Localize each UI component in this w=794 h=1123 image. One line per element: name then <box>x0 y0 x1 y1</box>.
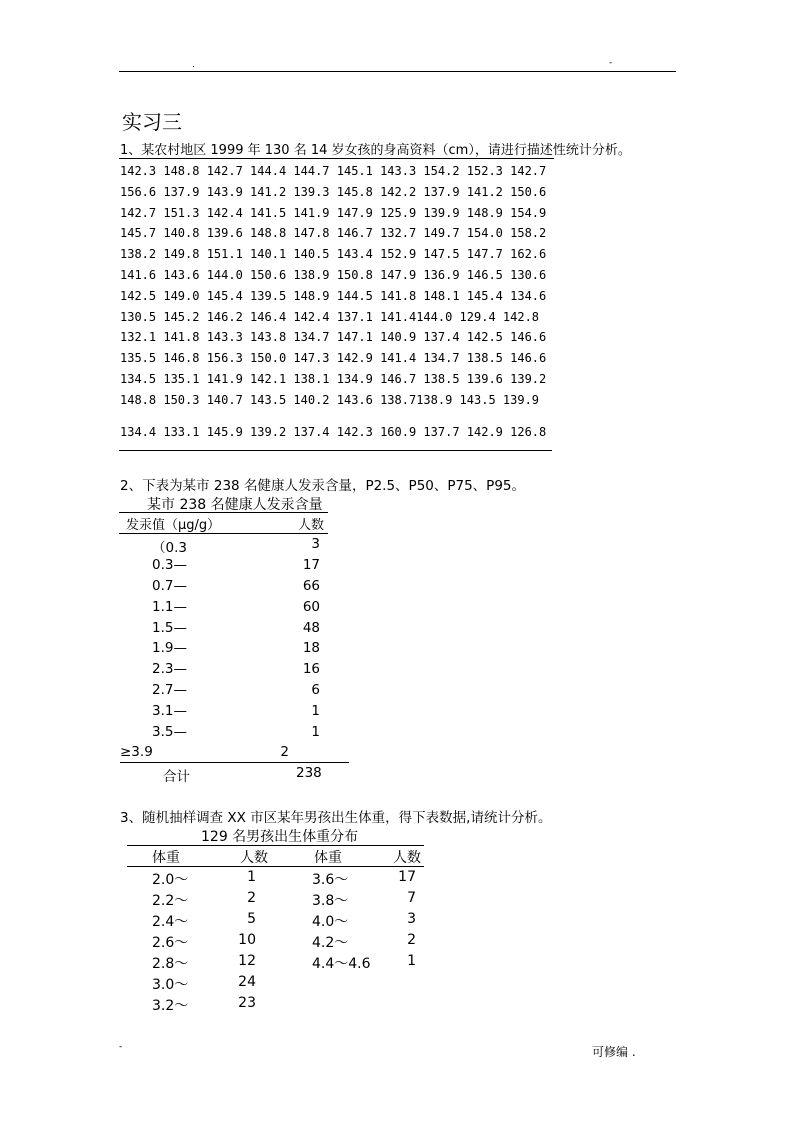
q3-cell-count: 10 <box>238 932 256 948</box>
q2-cell-count: 66 <box>302 578 320 594</box>
q2-cell-count: 6 <box>311 682 320 698</box>
q1-row: 142.3 148.8 142.7 144.4 144.7 145.1 143.3 154.2 152.3 142.7 <box>120 164 547 178</box>
q3-cell-weight: 3.2～ <box>152 998 189 1014</box>
q3-cell-weight: 2.0～ <box>152 872 189 888</box>
q3-cell-weight: 4.0～ <box>312 914 349 930</box>
q3-table-caption: 129 名男孩出生体重分布 <box>201 829 359 845</box>
q3-cell-count: 2 <box>247 890 256 906</box>
header-mark-left: . <box>192 60 195 70</box>
q3-header-weight: 体重 <box>152 850 180 866</box>
q1-prompt: 1、某农村地区 1999 年 130 名 14 岁女孩的身高资料（cm），请进行描述性统计分析。 <box>120 143 631 158</box>
q3-cell-weight: 3.6～ <box>312 872 349 888</box>
q1-row: 145.7 140.8 139.6 148.8 147.8 146.7 132.7 149.7 154.0 158.2 <box>120 226 547 240</box>
footer-mark: - <box>119 1042 123 1052</box>
q3-header-count: 人数 <box>393 850 421 866</box>
q2-cell-value: 3.5— <box>152 724 187 740</box>
q3-prompt: 3、随机抽样调查 XX 市区某年男孩出生体重，得下表数据,请统计分析。 <box>120 810 552 826</box>
q3-header-rule <box>127 866 424 867</box>
q1-table-bottom-rule <box>119 450 552 451</box>
q1-row: 132.1 141.8 143.3 143.8 134.7 147.1 140.9 137.4 142.5 146.6 <box>120 330 547 344</box>
q2-cell-count: 16 <box>302 661 320 677</box>
q2-cell-count: 17 <box>302 557 320 573</box>
q3-cell-count: 1 <box>247 869 256 885</box>
q2-total-value: 238 <box>296 765 322 781</box>
q3-header-count: 人数 <box>240 850 268 866</box>
q1-table-top-rule <box>119 158 554 159</box>
q3-table-top-rule <box>127 845 424 846</box>
q3-cell-weight: 3.0～ <box>152 977 189 993</box>
q3-cell-count: 12 <box>238 953 256 969</box>
q2-cell-count: 1 <box>311 724 320 740</box>
q2-header-count: 人数 <box>298 518 325 533</box>
q3-cell-count: 5 <box>247 911 256 927</box>
q1-row: 142.7 151.3 142.4 141.5 141.9 147.9 125.9 139.9 148.9 154.9 <box>120 206 547 220</box>
q2-cell-value: 0.7— <box>152 578 187 594</box>
q2-header-rule <box>119 533 328 534</box>
q2-cell-value: 0.3— <box>152 557 187 573</box>
q2-cell-count: 1 <box>311 703 320 719</box>
q1-row: 134.4 133.1 145.9 139.2 137.4 142.3 160.9 137.7 142.9 126.8 <box>120 425 547 439</box>
footer-editable-note: 可修编 . <box>592 1045 636 1059</box>
q2-prompt: 2、下表为某市 238 名健康人发汞含量，P2.5、P50、P75、P95。 <box>120 478 526 494</box>
q1-row: 138.2 149.8 151.1 140.1 140.5 143.4 152.9 147.5 147.7 162.6 <box>120 247 547 261</box>
q2-cell-count: 18 <box>302 640 320 656</box>
q3-cell-count: 24 <box>238 974 256 990</box>
q2-cell-count: 48 <box>302 620 320 636</box>
q1-row: 130.5 145.2 146.2 146.4 142.4 137.1 141.4144.0 129.4 142.8 <box>120 310 540 324</box>
q1-row: 148.8 150.3 140.7 143.5 140.2 143.6 138.7138.9 143.5 139.9 <box>120 393 540 407</box>
q3-cell-weight: 4.2～ <box>312 935 349 951</box>
q3-cell-weight: 4.4～4.6 <box>312 956 371 972</box>
q2-cell-count: 2 <box>280 744 289 760</box>
q2-cell-count: 60 <box>302 599 320 615</box>
q3-cell-weight: 2.8～ <box>152 956 189 972</box>
q3-cell-weight: 2.6～ <box>152 935 189 951</box>
q1-row: 156.6 137.9 143.9 141.2 139.3 145.8 142.2 137.9 141.2 150.6 <box>120 185 547 199</box>
header-rule <box>119 71 676 72</box>
q1-row: 135.5 146.8 156.3 150.0 147.3 142.9 141.4 134.7 138.5 146.6 <box>120 351 547 365</box>
q3-cell-count: 7 <box>407 890 416 906</box>
q2-cell-value: 1.5— <box>152 620 187 636</box>
q2-cell-count: 3 <box>311 536 320 552</box>
q3-cell-weight: 2.4～ <box>152 914 189 930</box>
q2-cell-value: （0.3 <box>152 540 187 556</box>
page-title: 实习三 <box>122 110 182 134</box>
q3-cell-count: 2 <box>407 932 416 948</box>
q1-row: 141.6 143.6 144.0 150.6 138.9 150.8 147.9 136.9 146.5 130.6 <box>120 268 547 282</box>
q2-total-label: 合计 <box>163 769 190 785</box>
q2-cell-value: 2.7— <box>152 682 187 698</box>
q1-row: 142.5 149.0 145.4 139.5 148.9 144.5 141.8 148.1 145.4 134.6 <box>120 289 547 303</box>
q2-total-rule <box>120 762 349 763</box>
q3-cell-count: 1 <box>407 953 416 969</box>
q3-header-weight: 体重 <box>314 850 342 866</box>
q3-cell-count: 17 <box>398 869 416 885</box>
q2-cell-value: ≥3.9 <box>120 744 153 760</box>
q3-cell-count: 3 <box>407 911 416 927</box>
q3-cell-weight: 3.8～ <box>312 893 349 909</box>
q2-table-top-rule <box>119 512 328 513</box>
header-mark-right: - <box>609 58 613 68</box>
q3-cell-count: 23 <box>238 995 256 1011</box>
q2-header-value: 发汞值（μg/g） <box>126 518 221 533</box>
q2-cell-value: 3.1— <box>152 703 187 719</box>
q3-cell-weight: 2.2～ <box>152 893 189 909</box>
q1-row: 134.5 135.1 141.9 142.1 138.1 134.9 146.7 138.5 139.6 139.2 <box>120 372 547 386</box>
q2-cell-value: 1.9— <box>152 640 187 656</box>
q2-cell-value: 2.3— <box>152 661 187 677</box>
q2-table-caption: 某市 238 名健康人发汞含量 <box>147 497 323 513</box>
q2-cell-value: 1.1— <box>152 599 187 615</box>
